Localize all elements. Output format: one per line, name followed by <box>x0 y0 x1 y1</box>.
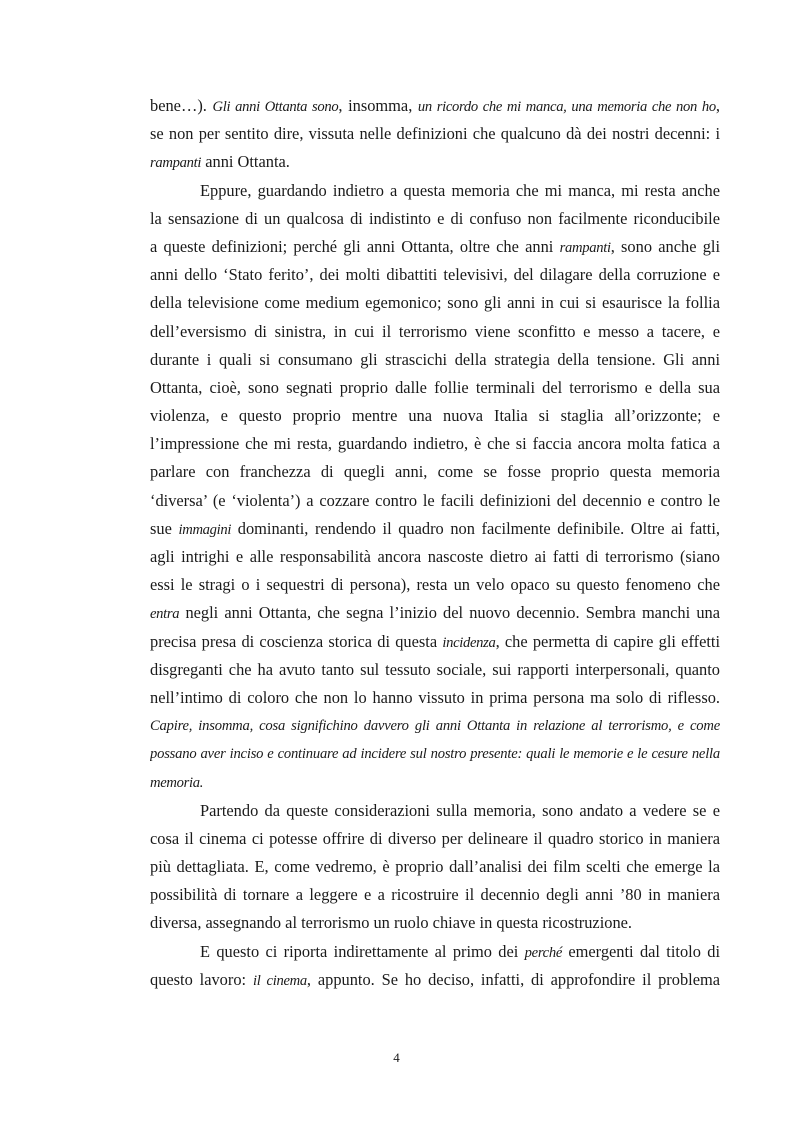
text-segment: negli anni Ottanta, che segna l’inizio del nuovo decennio. Sembra manchi una <box>179 603 720 623</box>
italic-text: rampanti <box>559 239 611 256</box>
text-segment: durante i quali si consumano gli strascichi della strategia della tensione. Gli anni <box>150 349 720 369</box>
text-line <box>150 318 720 346</box>
text-segment: Partendo da queste considerazioni sulla memoria, sono andato a vedere se e <box>200 800 720 820</box>
text-line <box>150 261 720 289</box>
text-line <box>150 938 720 966</box>
text-line <box>150 430 720 458</box>
text-segment: bene…). <box>150 96 213 115</box>
text-line <box>150 769 720 797</box>
text-segment: a queste definizioni; perché gli anni Ottanta, oltre che anni <box>150 236 560 256</box>
text-line <box>150 825 720 853</box>
text-segment: dell’eversismo di sinistra, in cui il terrorismo viene sconfitto e messo a tacere, e <box>150 321 720 341</box>
text-segment: parlare con franchezza di quegli anni, come se fosse proprio questa memoria <box>150 462 720 482</box>
text-line <box>150 233 720 261</box>
text-segment: questo lavoro: <box>150 969 253 989</box>
text-segment: , che permetta di capire gli effetti <box>495 631 720 651</box>
text-line <box>150 148 720 176</box>
text-line <box>150 712 720 740</box>
text-line <box>150 346 720 374</box>
text-segment: cosa il cinema ci potesse offrire di diverso per delineare il quadro storico in maniera <box>150 828 720 848</box>
text-segment: dominanti, rendendo il quadro non facilmente definibile. Oltre ai fatti, <box>231 518 720 538</box>
italic-text: immagini <box>178 521 232 538</box>
italic-text: Gli anni Ottanta sono <box>212 99 339 115</box>
text-line <box>150 402 720 430</box>
page-number: 4 <box>393 1050 400 1065</box>
text-segment: l’impressione che mi resta, guardando indietro, è che si faccia ancora molta fatica a <box>150 434 720 454</box>
text-line <box>150 571 720 599</box>
text-line <box>150 205 720 233</box>
text-segment: Eppure, guardando indietro a questa memoria che mi manca, mi resta anche <box>200 180 720 200</box>
text-segment: essi le stragi o i sequestri di persona), resta un velo opaco su questo fenomeno che <box>150 575 720 595</box>
text-line <box>150 853 720 881</box>
text-segment: E questo ci riporta indirettamente al primo dei <box>200 941 525 961</box>
text-line <box>150 92 720 120</box>
text-segment: anni Ottanta. <box>201 152 290 172</box>
text-line <box>150 289 720 317</box>
italic-text: il cinema <box>252 972 307 989</box>
text-line <box>150 966 720 994</box>
text-segment: , <box>715 96 720 115</box>
text-segment: nell’intimo di coloro che non lo hanno vissuto in prima persona ma solo di riflesso. <box>150 687 720 707</box>
text-line <box>150 458 720 486</box>
italic-text: incidenza <box>442 634 496 651</box>
text-line <box>150 599 720 627</box>
italic-text: rampanti <box>150 155 202 172</box>
document-body <box>150 92 720 994</box>
text-line <box>150 628 720 656</box>
text-segment: possano aver inciso e continuare ad incidere sul nostro presente: quali le memorie e le cesure nella <box>150 746 720 763</box>
text-line <box>150 487 720 515</box>
italic-text: perché <box>524 944 563 961</box>
text-segment: agli intrighi e alle responsabilità ancora nascoste dietro ai fatti di terrorismo (siano <box>150 547 720 566</box>
text-segment: precisa presa di coscienza storica di questa <box>150 631 443 651</box>
text-segment: la sensazione di un qualcosa di indistinto e di confuso non facilmente riconducibile <box>150 208 720 228</box>
text-segment: emergenti dal titolo di <box>562 941 720 961</box>
text-segment: , insomma, <box>338 96 418 115</box>
text-segment: anni dello ‘Stato ferito’, dei molti dibattiti televisivi, del dilagare della corruzione e <box>150 265 720 285</box>
text-segment: diversa, assegnando al terrorismo un ruolo chiave in questa ricostruzione. <box>150 913 633 933</box>
text-line <box>150 684 720 712</box>
text-line <box>150 740 720 768</box>
text-line <box>150 881 720 909</box>
text-line <box>150 177 720 205</box>
text-segment: Capire, insomma, cosa significhino davvero gli anni Ottanta in relazione al terrorismo, e come <box>150 718 720 735</box>
text-segment: ‘diversa’ (e ‘violenta’) a cozzare contro le facili definizioni del decennio e contro le <box>150 490 720 510</box>
italic-text: entra <box>150 606 180 623</box>
text-line <box>150 543 720 571</box>
text-segment: Ottanta, cioè, sono segnati proprio dalle follie terminali del terrorismo e della sua <box>150 377 720 397</box>
text-segment: , appunto. Se ho deciso, infatti, di approfondire il problema <box>306 969 720 989</box>
text-segment: se non per sentito dire, vissuta nelle definizioni che qualcuno dà dei nostri decenni: i <box>150 124 720 144</box>
text-line <box>150 797 720 825</box>
text-segment: . <box>199 774 204 791</box>
text-line <box>150 120 720 148</box>
text-segment: sue <box>150 518 179 538</box>
text-line <box>150 515 720 543</box>
italic-text: memoria <box>150 774 200 791</box>
text-segment: violenza, e questo proprio mentre una nuova Italia si staglia all’orizzonte; e <box>150 406 720 426</box>
text-line <box>150 909 720 937</box>
text-line <box>150 374 720 402</box>
text-segment: disgreganti che ha avuto tanto sul tessuto sociale, sui rapporti interpersonali, quanto <box>150 659 720 679</box>
italic-text: un ricordo che mi manca, una memoria che non ho <box>417 99 716 115</box>
text-segment: della televisione come medium egemonico; sono gli anni in cui si esaurisce la follia <box>150 293 720 313</box>
text-segment: possibilità di tornare a leggere e a ricostruire il decennio degli anni ’80 in maniera <box>150 885 720 905</box>
text-segment: , sono anche gli <box>610 236 720 256</box>
text-segment: più dettagliata. E, come vedremo, è proprio dall’analisi dei film scelti che emerge la <box>150 857 720 877</box>
text-line <box>150 656 720 684</box>
